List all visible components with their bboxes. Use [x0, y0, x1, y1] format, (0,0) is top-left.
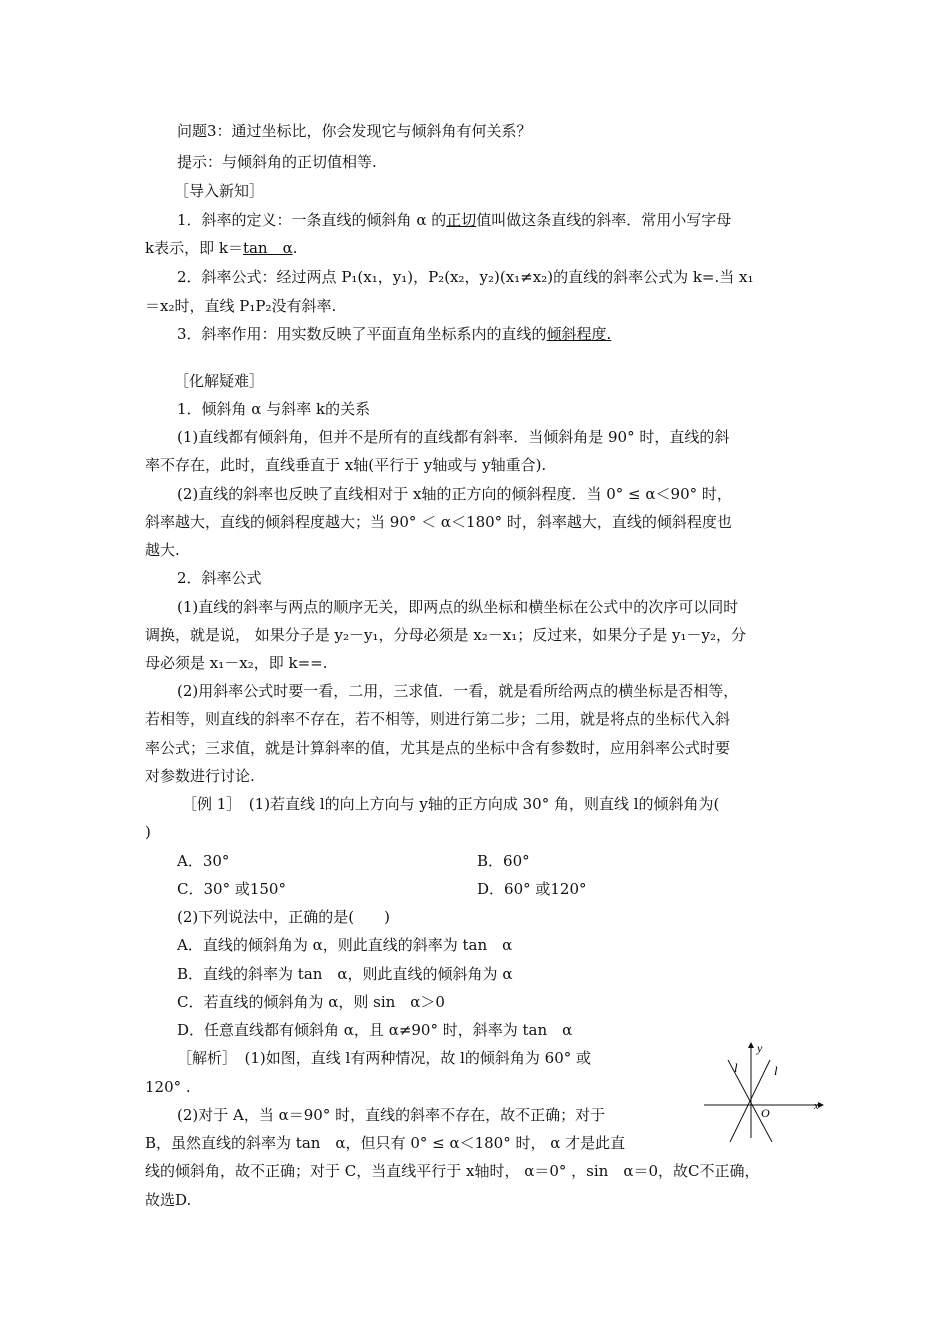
- slope-definition-line-1: 1．斜率的定义：一条直线的倾斜角 α 的正切值叫做这条直线的斜率．常用小写字母: [177, 211, 732, 229]
- label-origin: O: [761, 1106, 770, 1120]
- solution-line-3: (2)对于 A，当 α＝90° 时，直线的斜率不存在，故不正确；对于: [177, 1106, 606, 1124]
- label-l-right: l: [774, 1063, 778, 1078]
- subheading-angle-slope: 1．倾斜角 α 与斜率 k的关系: [177, 400, 371, 418]
- example-1-question: ［例 1］ (1)若直线 l的向上方向与 y轴的正方向成 30° 角，则直线 l的倾斜角为(: [182, 795, 720, 813]
- paragraph-3-line-3: 母必须是 x₁－x₂，即 k==.: [145, 654, 328, 672]
- subheading-slope-formula: 2．斜率公式: [177, 569, 262, 587]
- slope-formula-line-1: 2．斜率公式：经过两点 P₁(x₁，y₁)，P₂(x₂，y₂)(x₁≠x₂)的直线的斜率公式为 k=.当 x₁: [177, 268, 754, 286]
- paragraph-3-line-2: 调换，就是说， 如果分子是 y₂－y₁，分母必须是 x₂－x₁；反过来，如果分子是 y₁－y₂，分: [145, 626, 746, 644]
- paragraph-4-line-3: 率公式；三求值，就是计算斜率的值，尤其是点的坐标中含有参数时，应用斜率公式时要: [145, 739, 731, 757]
- paragraph-2-line-2: 斜率越大，直线的倾斜程度越大；当 90° ＜ α＜180° 时，斜率越大，直线的倾斜程度也: [145, 513, 732, 531]
- x-axis-arrow: [818, 1102, 824, 1108]
- question-3: 问题3：通过坐标比，你会发现它与倾斜角有何关系？: [177, 122, 532, 140]
- example-1-question-cont: ): [145, 823, 151, 841]
- option-d-1: D．60° 或120°: [477, 880, 587, 898]
- underlined-term-tan-alpha: tan α: [242, 239, 293, 257]
- solution-line-6: 故选D.: [145, 1191, 192, 1209]
- option-c-1: C．30° 或150°: [177, 880, 286, 898]
- slope-purpose-line: 3．斜率作用：用实数反映了平面直角坐标系内的直线的倾斜程度.: [177, 325, 612, 343]
- paragraph-4-line-1: (2)用斜率公式时要一看，二用，三求值．一看，就是看所给两点的横坐标是否相等，: [177, 682, 739, 700]
- example-1-part-2: (2)下列说法中，正确的是( ): [177, 908, 390, 926]
- option-d-2: D．任意直线都有倾斜角 α，且 α≠90° 时，斜率为 tan α: [177, 1021, 573, 1039]
- option-c-2: C．若直线的倾斜角为 α，则 sin α＞0: [177, 993, 445, 1011]
- label-y: y: [757, 1041, 763, 1055]
- inclination-angle-figure: [700, 1038, 828, 1142]
- paragraph-1-line-2: 率不存在，此时，直线垂直于 x轴(平行于 y轴或与 y轴重合).: [145, 456, 547, 474]
- hint-line: 提示：与倾斜角的正切值相等.: [177, 153, 377, 171]
- option-a-1: A．30°: [177, 852, 230, 870]
- solution-line-4: B，虽然直线的斜率为 tan α，但只有 0° ≤ α＜180° 时， α 才是此直: [145, 1134, 626, 1152]
- slope-formula-line-2: ＝x₂时，直线 P₁P₂没有斜率.: [145, 297, 337, 315]
- paragraph-2-line-1: (2)直线的斜率也反映了直线相对于 x轴的正方向的倾斜程度．当 0° ≤ α＜90° 时，: [177, 485, 732, 503]
- option-b-2: B．直线的斜率为 tan α，则此直线的倾斜角为 α: [177, 965, 513, 983]
- solution-line-2: 120° .: [145, 1078, 191, 1096]
- paragraph-2-line-3: 越大.: [145, 541, 180, 559]
- paragraph-3-line-1: (1)直线的斜率与两点的顺序无关，即两点的纵坐标和横坐标在公式中的次序可以同时: [177, 598, 739, 616]
- label-x: x: [814, 1101, 819, 1112]
- underlined-term-tangent: 正切: [446, 211, 477, 229]
- solution-line-5: 线的倾斜角，故不正确；对于 C，当直线平行于 x轴时， α＝0° ，sin α＝0，故C不正确，: [145, 1162, 760, 1180]
- paragraph-4-line-4: 对参数进行讨论.: [145, 767, 255, 785]
- section-heading-new-knowledge: ［导入新知］: [174, 182, 265, 200]
- paragraph-1-line-1: (1)直线都有倾斜角，但并不是所有的直线都有斜率．当倾斜角是 90° 时，直线的斜: [177, 428, 730, 446]
- solution-line-1: ［解析］ (1)如图，直线 l有两种情况，故 l的倾斜角为 60° 或: [177, 1049, 592, 1067]
- option-b-1: B．60°: [477, 852, 530, 870]
- section-heading-difficulties: ［化解疑难］: [174, 372, 265, 390]
- slope-definition-line-2: k表示，即 k＝tan α.: [145, 239, 298, 257]
- underlined-term-steepness: 倾斜程度.: [546, 325, 612, 343]
- paragraph-4-line-2: 若相等，则直线的斜率不存在，若不相等，则进行第二步；二用，就是将点的坐标代入斜: [145, 710, 731, 728]
- option-a-2: A．直线的倾斜角为 α，则此直线的斜率为 tan α: [177, 936, 513, 954]
- y-axis-arrow: [748, 1042, 754, 1048]
- label-l-left: l: [734, 1060, 738, 1075]
